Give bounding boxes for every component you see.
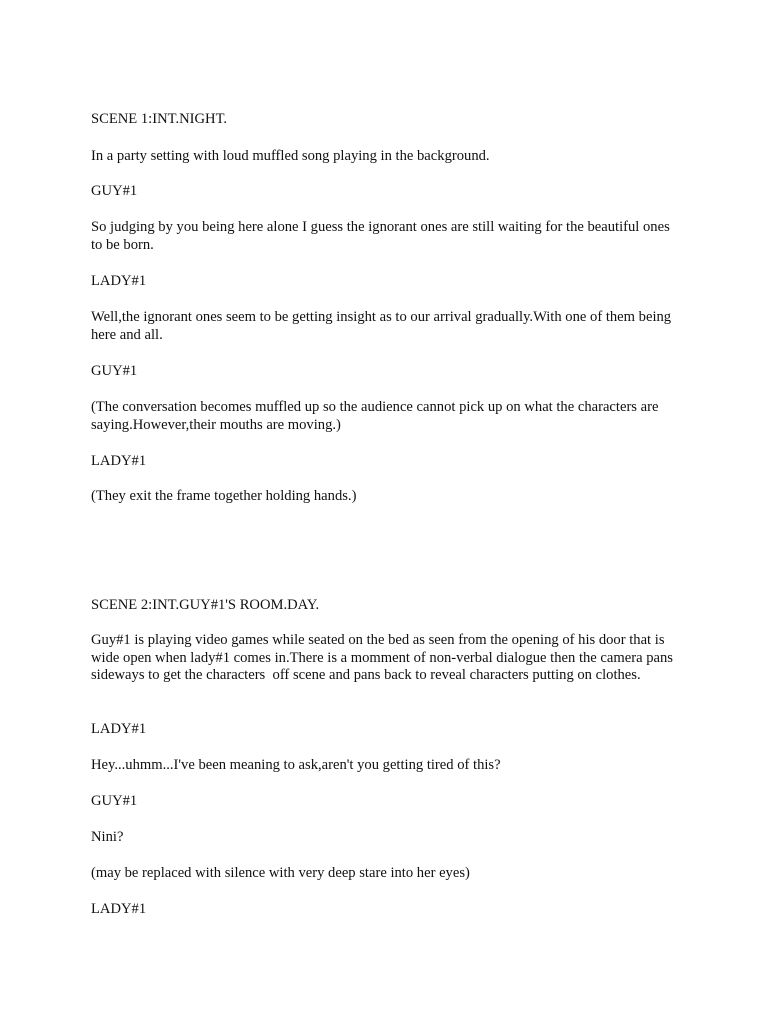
parenthetical: (may be replaced with silence with very deep stare into her eyes): [91, 865, 470, 881]
character-name: LADY#1: [91, 901, 147, 917]
character-name: LADY#1: [91, 721, 147, 737]
scene-heading: SCENE 2:INT.GUY#1'S ROOM.DAY.: [91, 597, 320, 613]
scene-heading: SCENE 1:INT.NIGHT.: [91, 111, 228, 127]
character-name: LADY#1: [91, 273, 147, 289]
character-name: GUY#1: [91, 183, 138, 199]
action-line: Guy#1 is playing video games while seated on the bed as seen from the opening of his door that is wide open when lady#1 comes in.There is a momment of non-verbal dialogue then the camera pans sideways to get the characters off scene and pans back to reveal characters putting on clothes.: [91, 632, 677, 683]
dialogue: Nini?: [91, 829, 124, 845]
character-name: LADY#1: [91, 453, 147, 469]
character-name: GUY#1: [91, 793, 138, 809]
action-line: In a party setting with loud muffled song playing in the background.: [91, 148, 490, 164]
parenthetical: (They exit the frame together holding hands.): [91, 488, 357, 504]
parenthetical: (The conversation becomes muffled up so the audience cannot pick up on what the characters are saying.However,their mouths are moving.): [91, 399, 663, 433]
dialogue: Well,the ignorant ones seem to be getting insight as to our arrival gradually.With one of them being here and all.: [91, 309, 675, 343]
dialogue: So judging by you being here alone I guess the ignorant ones are still waiting for the beautiful ones to be born.: [91, 219, 674, 253]
character-name: GUY#1: [91, 363, 138, 379]
dialogue: Hey...uhmm...I've been meaning to ask,aren't you getting tired of this?: [91, 757, 501, 773]
